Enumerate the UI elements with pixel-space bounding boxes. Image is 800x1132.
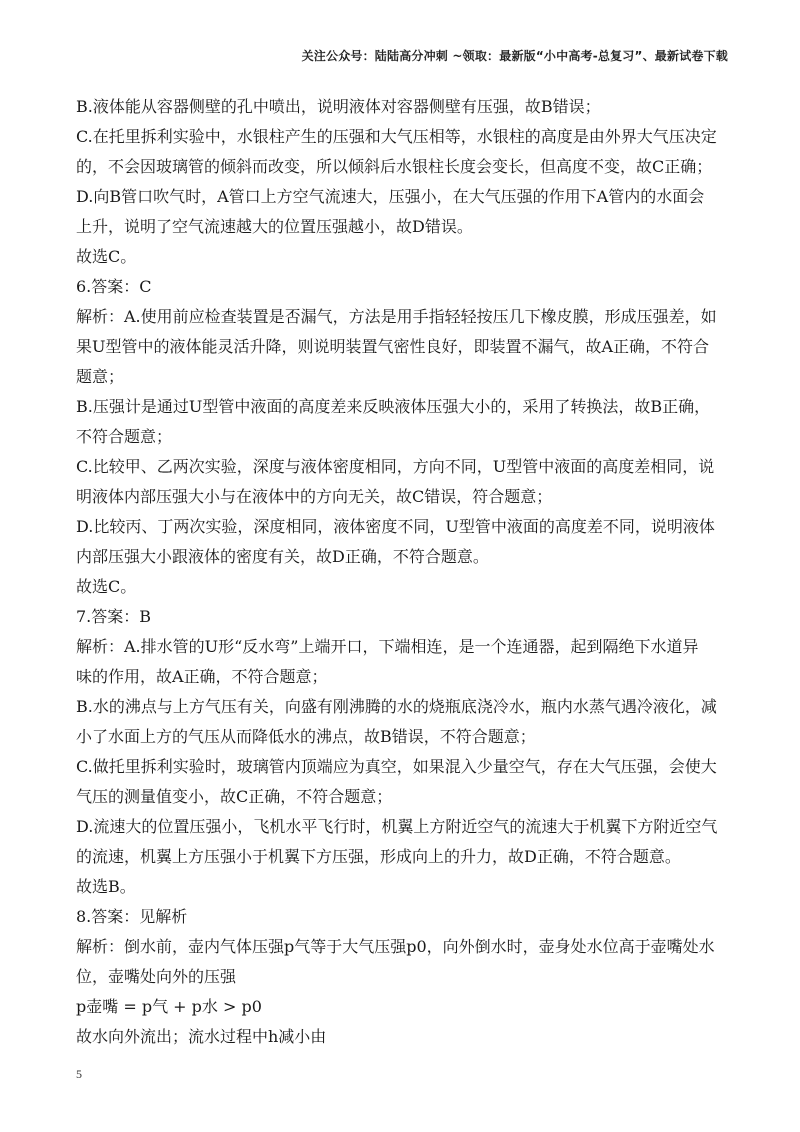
text-line: 味的作用，故A正确，不符合题意； (76, 667, 328, 686)
text-line: 的，不会因玻璃管的倾斜而改变，所以倾斜后水银柱长度会变长，但高度不变，故C正确； (76, 157, 713, 176)
text-line: 解析：A.使用前应检查装置是否漏气，方法是用手指轻轻按压几下橡皮膜，形成压强差，如 (76, 307, 717, 326)
text-line: 故选B。 (76, 877, 136, 896)
text-line: 上升，说明了空气流速越大的位置压强越小，故D错误。 (76, 217, 473, 236)
text-line: 内部压强大小跟液体的密度有关，故D正确，不符合题意。 (76, 547, 489, 566)
text-line: 明液体内部压强大小与在液体中的方向无关，故C错误，符合题意； (76, 487, 553, 506)
text-line: 不符合题意； (76, 427, 173, 446)
text-line: B.水的沸点与上方气压有关，向盛有刚沸腾的水的烧瓶底浇冷水，瓶内水蒸气遇冷液化，减 (76, 697, 717, 716)
text-line: B.压强计是通过U型管中液面的高度差来反映液体压强大小的，采用了转换法，故B正确， (76, 397, 711, 416)
text-line: 解析：倒水前，壶内气体压强p气等于大气压强p0，向外倒水时，壶身处水位高于壶嘴处水 (76, 937, 715, 956)
text-line: 位，壶嘴处向外的压强 (76, 967, 237, 986)
text-line: B.液体能从容器侧壁的孔中喷出，说明液体对容器侧壁有压强，故B错误； (76, 97, 601, 116)
answer-heading: 8.答案：见解析 (76, 907, 188, 926)
text-line: 果U型管中的液体能灵活升降，则说明装置气密性良好，即装置不漏气，故A正确，不符合 (76, 337, 710, 356)
text-line: D.向B管口吹气时，A管口上方空气流速大，压强小，在大气压强的作用下A管内的水面会 (76, 187, 705, 206)
text-line: 故选C。 (76, 577, 137, 596)
text-line: D.比较丙、丁两次实验，深度相同，液体密度不同，U型管中液面的高度差不同，说明液体 (76, 517, 715, 536)
page-header: 关注公众号：陆陆高分冲刺 ~领取：最新版“小中高考-总复习”、最新试卷下载 (301, 49, 728, 63)
text-line: 题意； (76, 367, 125, 386)
formula-line: p壶嘴 = p气 + p水 > p0 (76, 997, 262, 1016)
text-line: 气压的测量值变小，故C正确，不符合题意； (76, 787, 393, 806)
text-line: 的流速，机翼上方压强小于机翼下方压强，形成向上的升力，故D正确，不符合题意。 (76, 847, 681, 866)
text-line: C.比较甲、乙两次实验，深度与液体密度相同，方向不同，U型管中液面的高度差相同，说 (76, 457, 715, 476)
text-line: 小了水面上方的气压从而降低水的沸点，故B错误，不符合题意； (76, 727, 536, 746)
text-line: C.做托里拆利实验时，玻璃管内顶端应为真空，如果混入少量空气，存在大气压强，会使大 (76, 757, 717, 776)
text-line: 故选C。 (76, 247, 137, 266)
document-body (76, 92, 726, 1052)
answer-heading: 7.答案：B (76, 607, 152, 626)
text-line: 解析：A.排水管的U形“反水弯”上端开口，下端相连，是一个连通器，起到隔绝下水道异 (76, 637, 699, 656)
page-number: 5 (76, 1067, 82, 1081)
text-line: D.流速大的位置压强小，飞机水平飞行时，机翼上方附近空气的流速大于机翼下方附近空气 (76, 817, 718, 836)
text-line: 故水向外流出；流水过程中h减小由 (76, 1027, 327, 1046)
answer-heading: 6.答案：C (76, 277, 152, 296)
text-line: C.在托里拆利实验中，水银柱产生的压强和大气压相等，水银柱的高度是由外界大气压决定 (76, 127, 717, 146)
